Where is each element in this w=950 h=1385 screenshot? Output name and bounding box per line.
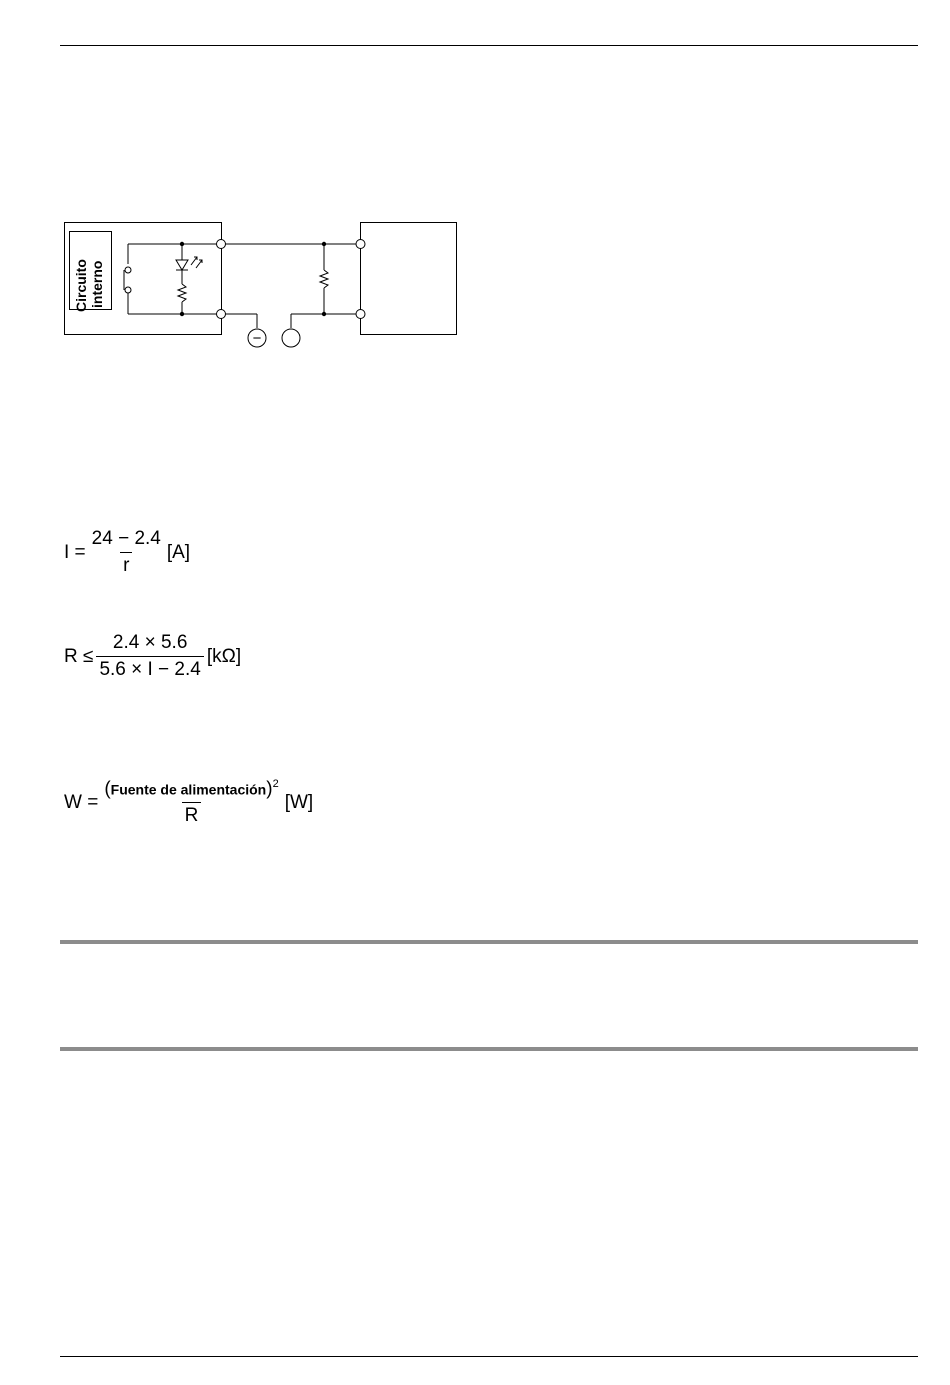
circuit-diagram [60, 218, 460, 353]
power-numerator: (Fuente de alimentación)$^2$ [104, 778, 279, 800]
minus-symbol: − [252, 330, 262, 347]
power-fraction [101, 778, 281, 827]
section-divider-2 [60, 1047, 918, 1051]
load-resistor-icon [320, 270, 328, 288]
resistance-unit: [kΩ] [206, 645, 242, 667]
current-fraction [89, 528, 164, 577]
resistance-formula-lhs: R ≤ [64, 645, 94, 667]
resistance-formula [64, 632, 241, 681]
resistance-denominator: 5.6 × I − 2.4 [96, 656, 203, 681]
current-formula [64, 528, 190, 577]
switch-contact-bottom [125, 287, 131, 293]
terminal-bottom-left [217, 310, 226, 319]
terminal-top-left [217, 240, 226, 249]
footer-rule [60, 1356, 918, 1357]
power-formula-lhs: W = [64, 791, 99, 813]
power-source-label: Fuente de alimentación [110, 781, 267, 798]
led-icon [176, 260, 188, 270]
switch-contact-top [125, 267, 131, 273]
internal-circuit-label-line2: interno [89, 260, 105, 308]
current-denominator: r [120, 552, 132, 577]
power-exponent: 2 [272, 778, 279, 790]
current-formula-lhs: I = [64, 541, 86, 563]
terminal-bottom-right [356, 310, 365, 319]
current-numerator: 24 − 2.4 [91, 528, 161, 549]
resistance-fraction [96, 632, 203, 681]
section-divider-1 [60, 940, 918, 944]
header-rule [60, 45, 918, 46]
terminal-top-right [356, 240, 365, 249]
resistance-numerator: 2.4 × 5.6 [112, 632, 188, 653]
power-formula [64, 778, 313, 827]
power-unit: [W] [284, 791, 314, 813]
resistor-icon [178, 284, 186, 302]
power-plus-terminal [282, 329, 300, 347]
current-unit: [A] [166, 541, 191, 563]
svg-text:Circuito interno [73, 255, 105, 312]
external-module [361, 223, 457, 335]
power-denominator: R [182, 802, 202, 827]
internal-circuit-label-line1: Circuito [73, 259, 89, 312]
